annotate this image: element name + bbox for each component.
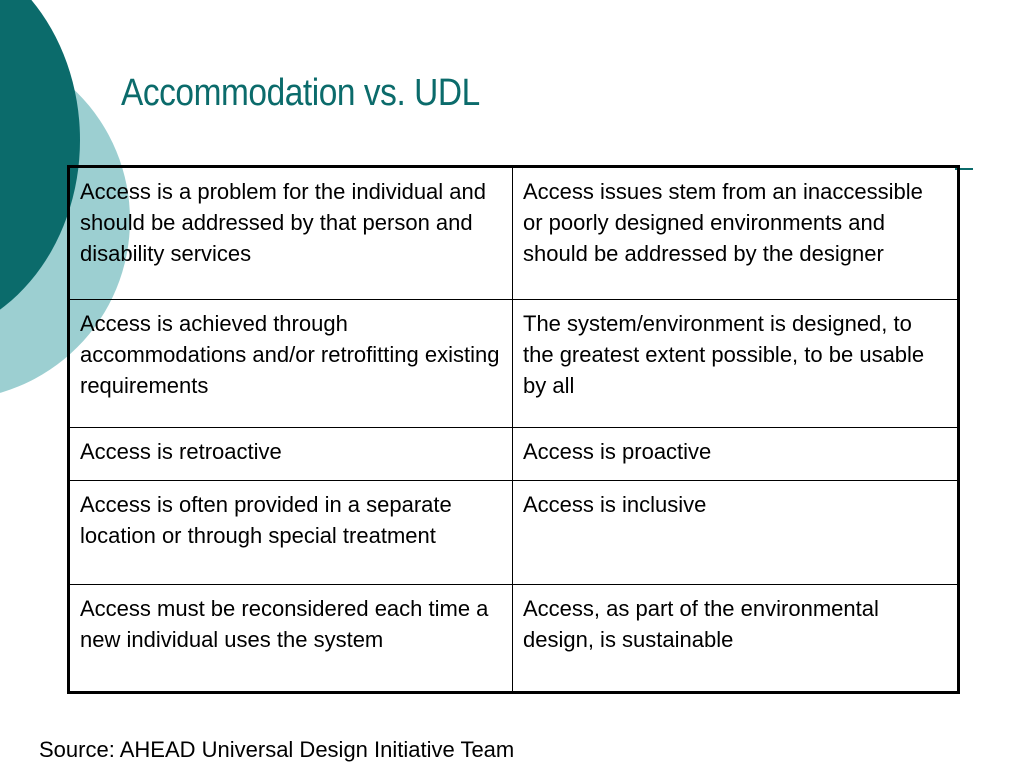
accommodation-cell: Access must be reconsidered each time a new individual uses the system (69, 585, 513, 693)
udl-cell: Access is proactive (513, 428, 959, 481)
slide-title: Accommodation vs. UDL (121, 72, 480, 114)
udl-cell: Access, as part of the environmental design, is sustainable (513, 585, 959, 693)
table-row (69, 167, 959, 300)
udl-cell: Access issues stem from an inaccessible or poorly designed environments and should be addressed by the designer (513, 167, 959, 300)
table-row (69, 428, 959, 481)
table-row (69, 300, 959, 428)
source-citation: Source: AHEAD Universal Design Initiative Team (39, 737, 515, 762)
accommodation-cell: Access is a problem for the individual and should be addressed by that person and disability services (69, 167, 513, 300)
accommodation-cell: Access is achieved through accommodations and/or retrofitting existing requirements (69, 300, 513, 428)
udl-cell: Access is inclusive (513, 481, 959, 585)
table-row (69, 585, 959, 693)
accommodation-cell: Access is often provided in a separate location or through special treatment (69, 481, 513, 585)
comparison-table (67, 165, 960, 694)
table-row (69, 481, 959, 585)
udl-cell: The system/environment is designed, to the greatest extent possible, to be usable by all (513, 300, 959, 428)
accommodation-cell: Access is retroactive (69, 428, 513, 481)
